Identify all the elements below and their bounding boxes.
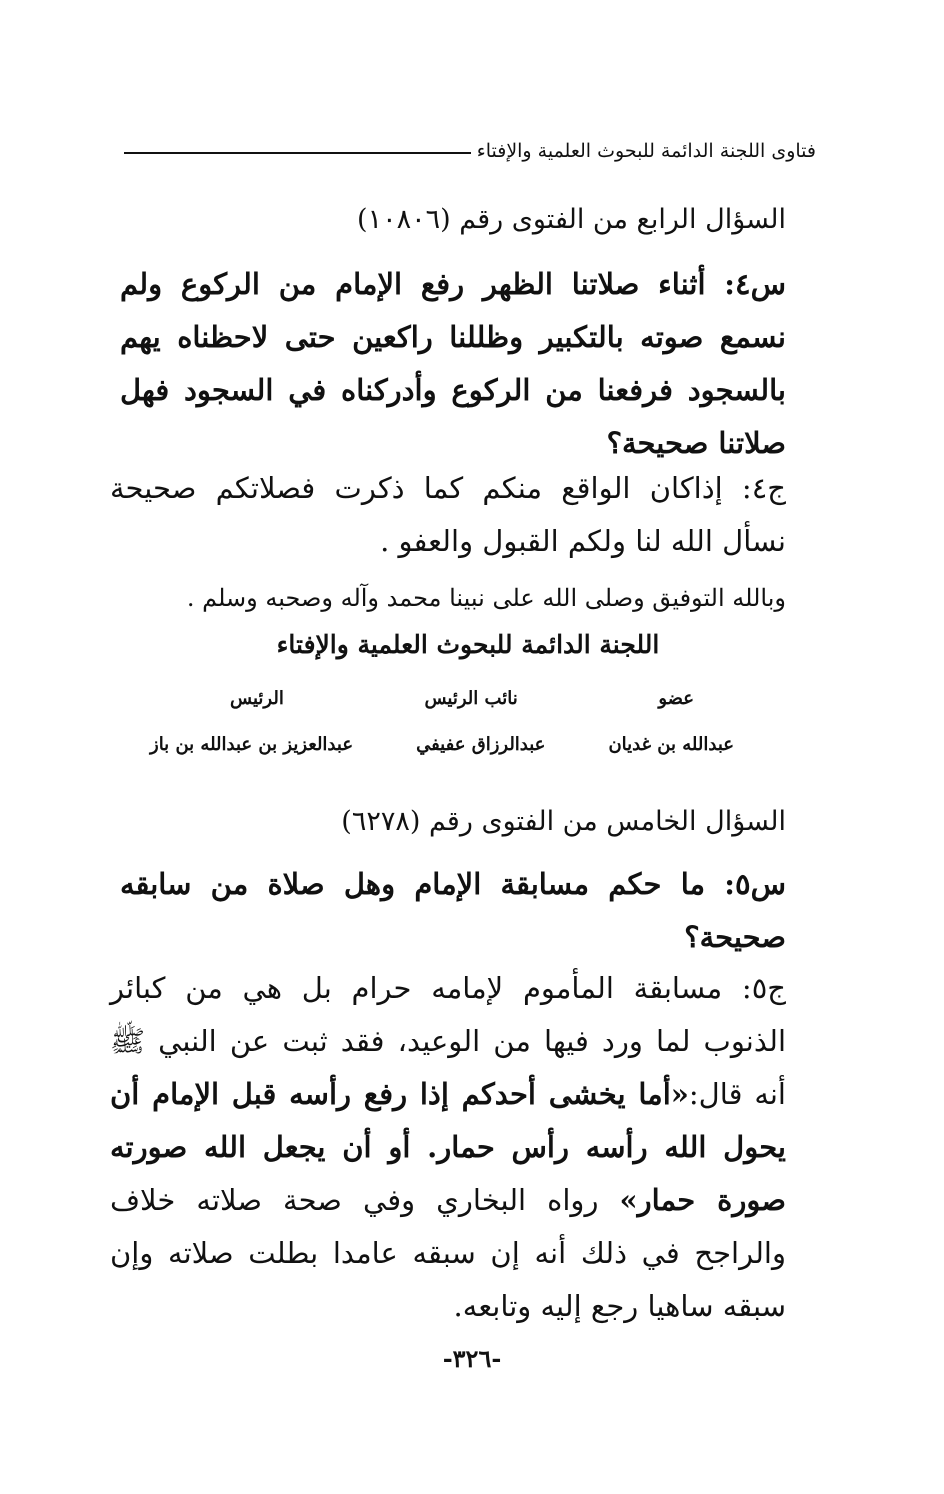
fatwa5-answer xyxy=(110,962,816,1333)
signature-names xyxy=(150,734,734,755)
signature-roles xyxy=(230,688,694,709)
fatwa4-heading: السؤال الرابع من الفتوى رقم (١٠٨٠٦) xyxy=(357,204,786,235)
closing-formula: وبالله التوفيق وصلى الله على نبينا محمد وآله وصحبه وسلم . xyxy=(186,584,786,612)
role-chairman: الرئيس xyxy=(230,688,284,709)
fatwa5-heading-block xyxy=(120,802,816,842)
chairman-name: عبدالعزيز بن عبدالله بن باز xyxy=(150,734,354,755)
committee-block xyxy=(120,630,816,659)
fatwa4-question-block xyxy=(120,258,816,470)
running-header xyxy=(124,136,816,166)
deputy-chairman-name: عبدالرزاق عفيفي xyxy=(416,734,546,755)
role-deputy-chairman: نائب الرئيس xyxy=(424,688,518,709)
fatwa4-heading-block xyxy=(120,200,816,240)
fatwa4-answer: ج٤: إذاكان الواقع منكم كما ذكرت فصلاتكم صحيحة نسأل الله لنا ولكم القبول والعفو . xyxy=(110,471,786,558)
running-title: فتاوى اللجنة الدائمة للبحوث العلمية والإفتاء xyxy=(476,140,816,162)
fatwa5-question-block xyxy=(120,858,816,964)
fatwa5-heading: السؤال الخامس من الفتوى رقم (٦٢٧٨) xyxy=(341,806,786,837)
fatwa5-answer-part1: ج٥: مسابقة المأموم لإمامه حرام بل هي من كبائر الذنوب لما ورد فيها من الوعيد، فقد ثبت عن النبي ﷺ أنه قال: xyxy=(110,971,786,1111)
fatwa4-question: س٤: أثناء صلاتنا الظهر رفع الإمام من الركوع ولم نسمع صوته بالتكبير وظللنا راكعين حتى لاحظناه يهم بالسجود فرفعنا من الركوع وأدركناه في السجود فهل صلاتنا صحيحة؟ xyxy=(120,267,786,460)
fatwa4-answer-block xyxy=(110,462,816,568)
member-name: عبدالله بن غديان xyxy=(608,734,734,755)
fatwa5-answer-part2: رواه البخاري وفي صحة صلاته خلاف والراجح في ذلك أنه إن سبقه عامدا بطلت صلاته وإن سبقه ساهيا رجع إليه وتابعه. xyxy=(110,1183,786,1323)
role-member: عضو xyxy=(658,688,694,709)
fatwa5-question: س٥: ما حكم مسابقة الإمام وهل صلاة من سابقه صحيحة؟ xyxy=(120,867,786,954)
committee-name: اللجنة الدائمة للبحوث العلمية والإفتاء xyxy=(276,630,660,659)
header-rule xyxy=(124,152,471,154)
fatwa5-answer-block xyxy=(110,962,816,1333)
closing-block xyxy=(120,578,816,618)
page-number: -٣٢٦- xyxy=(442,1344,502,1373)
hadith-quote: «أما يخشى أحدكم إذا رفع رأسه قبل الإمام أن يحول الله رأسه رأس حمار. أو أن يجعل الله صورته صورة حمار» xyxy=(110,1077,786,1217)
